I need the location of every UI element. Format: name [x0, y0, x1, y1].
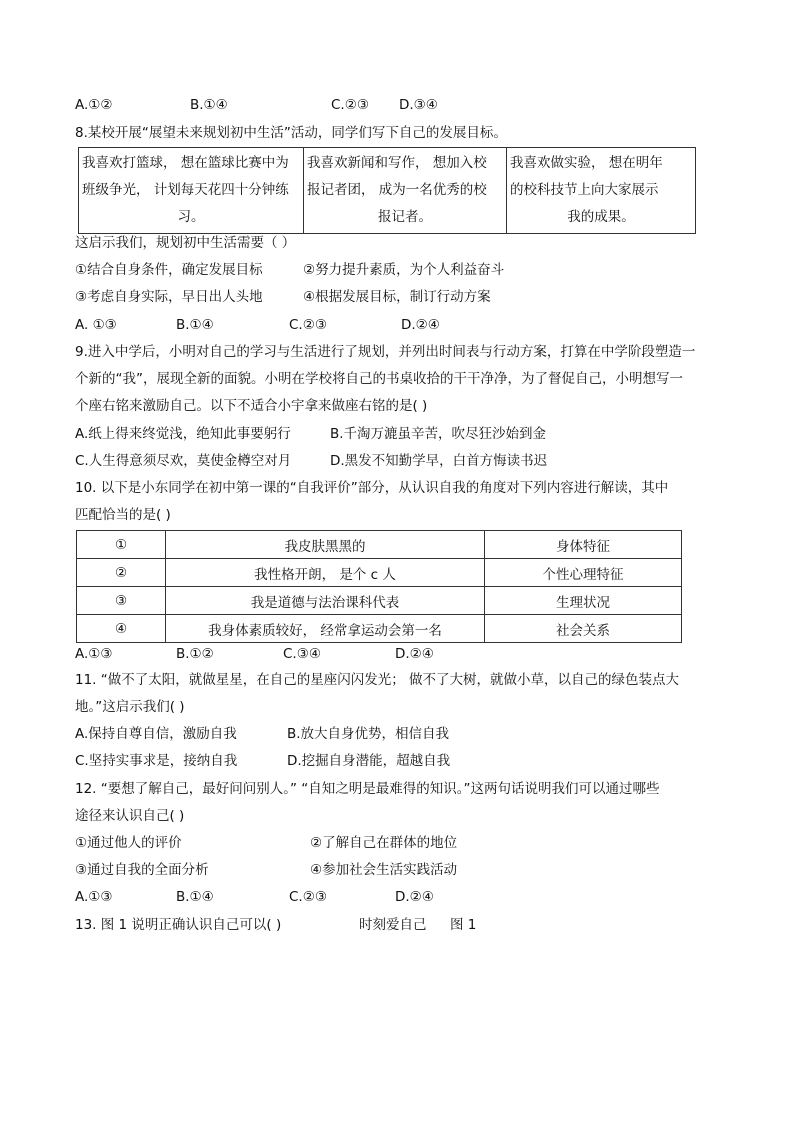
q8-goal-cell-2: 我喜欢新闻和写作， 想加入校 报记者团， 成为一名优秀的校 报记者。 — [304, 148, 507, 234]
q10-option-d: D.②④ — [395, 646, 434, 662]
q10-option-c: C.③④ — [283, 646, 321, 662]
q11-stem-line-1: 11. “做不了太阳，就做星星，在自己的星座闪闪发光； 做不了大树，就做小草，以自己的绿色装点大 — [75, 672, 680, 688]
q12-option-b: B.①④ — [176, 889, 214, 905]
q12-statement-3: ③通过自我的全面分析 — [75, 862, 209, 878]
q13-stem: 13. 图 1 说明正确认识自己可以( ) — [75, 917, 282, 933]
q12-option-a: A.①③ — [75, 889, 113, 905]
q9-stem-line-1: 9.进入中学后，小明对自己的学习与生活进行了规划，并列出时间表与行动方案，打算在中学阶段塑造一 — [75, 344, 696, 360]
table-row: ④ 我身体素质较好， 经常拿运动会第一名 社会关系 — [77, 615, 682, 643]
q7-option-d: D.③④ — [399, 97, 438, 113]
q8-goal-cell-1: 我喜欢打篮球， 想在篮球比赛中为 班级争光， 计划每天花四十分钟练 习。 — [79, 148, 304, 234]
q11-option-a: A.保持自尊自信，激励自我 — [75, 726, 237, 742]
q13-figure-caption: 时刻爱自己 — [359, 917, 427, 933]
q12-option-d: D.②④ — [395, 889, 434, 905]
q8-option-a: A. ①③ — [75, 317, 117, 333]
q10-stem-line-1: 10. 以下是小东同学在初中第一课的“自我评价”部分，从认识自我的角度对下列内容进行解读，其中 — [75, 480, 669, 496]
q10-stem-line-2: 匹配恰当的是( ) — [75, 507, 171, 523]
table-row: ③ 我是道德与法治课科代表 生理状况 — [77, 587, 682, 615]
table-row: ① 我皮肤黑黑的 身体特征 — [77, 531, 682, 559]
q8-statement-4: ④根据发展目标，制订行动方案 — [303, 289, 491, 305]
q8-statement-2: ②努力提升素质，为个人利益奋斗 — [303, 262, 505, 278]
q12-stem-line-2: 途径来认识自己( ) — [75, 808, 185, 824]
q8-option-c: C.②③ — [289, 317, 327, 333]
q12-statement-4: ④参加社会生活实践活动 — [310, 862, 458, 878]
q10-option-a: A.①③ — [75, 646, 113, 662]
q12-statement-1: ①通过他人的评价 — [75, 835, 182, 851]
q9-option-a: A.纸上得来终觉浅，绝知此事要躬行 — [75, 426, 291, 442]
q9-option-b: B.千淘万漉虽辛苦，吹尽狂沙始到金 — [330, 426, 547, 442]
q8-goal-cell-3: 我喜欢做实验， 想在明年 的校科技节上向大家展示 我的成果。 — [507, 148, 696, 234]
q8-option-b: B.①④ — [176, 317, 214, 333]
q9-stem-line-2: 个新的“我”，展现全新的面貌。小明在学校将自己的书桌收拾的干干净净，为了督促自己，小明想写一 — [75, 371, 683, 387]
q8-stem: 8.某校开展“展望未来规划初中生活”活动，同学们写下自己的发展目标。 — [75, 125, 507, 141]
q7-option-a: A.①② — [75, 97, 113, 113]
q7-option-c: C.②③ — [331, 97, 369, 113]
q11-stem-line-2: 地。”这启示我们( ) — [75, 699, 185, 715]
q11-option-b: B.放大自身优势，相信自我 — [287, 726, 450, 742]
q8-statement-1: ①结合自身条件，确定发展目标 — [75, 262, 263, 278]
q12-option-c: C.②③ — [289, 889, 327, 905]
table-row: ② 我性格开朗， 是个 c 人 个性心理特征 — [77, 559, 682, 587]
q12-stem-line-1: 12. “要想了解自己，最好问问别人。” “自知之明是最难得的知识。”这两句话说明我们可以通过哪些 — [75, 781, 660, 797]
q8-statement-3: ③考虑自身实际，早日出人头地 — [75, 289, 263, 305]
q8-option-d: D.②④ — [401, 317, 440, 333]
q11-option-d: D.挖掘自身潜能，超越自我 — [287, 753, 451, 769]
q8-question: 这启示我们，规划初中生活需要（ ） — [75, 235, 296, 251]
q12-statement-2: ②了解自己在群体的地位 — [310, 835, 458, 851]
q10-option-b: B.①② — [176, 646, 214, 662]
q13-figure-label: 图 1 — [450, 917, 477, 933]
q9-option-c: C.人生得意须尽欢，莫使金樽空对月 — [75, 453, 292, 469]
q7-option-b: B.①④ — [190, 97, 228, 113]
q9-option-d: D.黑发不知勤学早，白首方悔读书迟 — [330, 453, 548, 469]
q10-self-evaluation-table — [76, 530, 682, 643]
q9-stem-line-3: 个座右铭来激励自己。以下不适合小宇拿来做座右铭的是( ) — [75, 398, 428, 414]
q11-option-c: C.坚持实事求是，接纳自我 — [75, 753, 238, 769]
q8-goals-table — [78, 147, 696, 234]
